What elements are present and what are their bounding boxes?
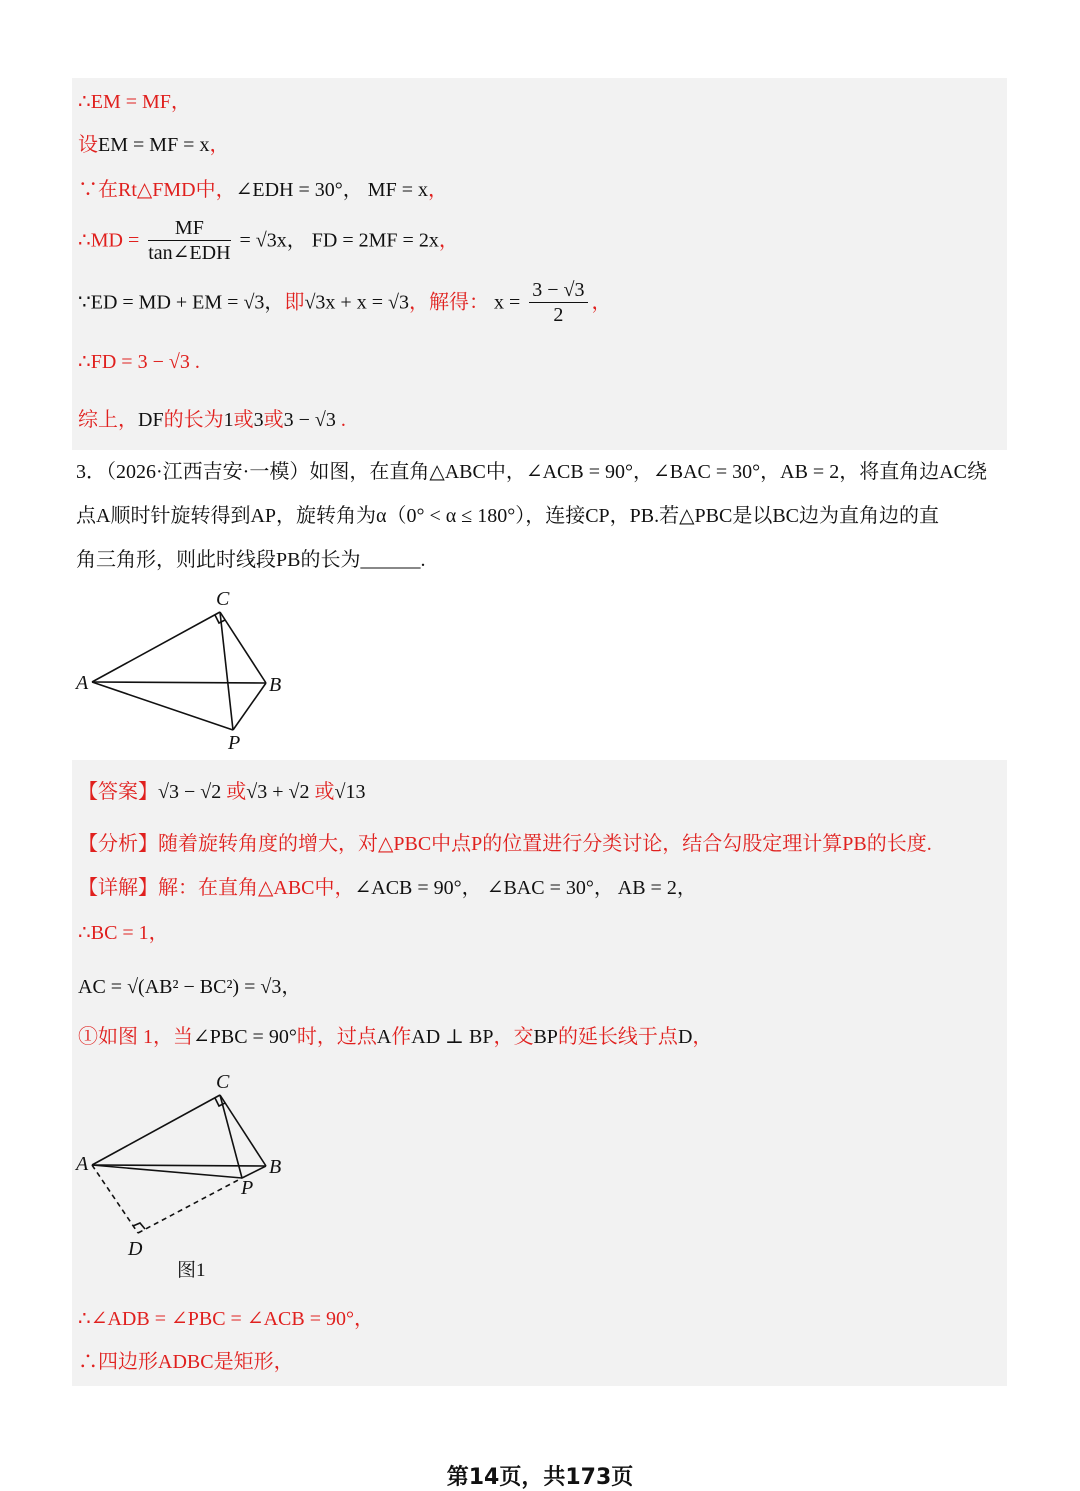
segment-ab — [92, 1165, 266, 1166]
figure-1 — [70, 1068, 310, 1288]
page-footer: 第14页，共173页 — [446, 1465, 634, 1490]
answer-line: 【答案】√3 − √2 或√3 + √2 或√13 — [78, 781, 366, 803]
fraction-x-value: $\frac{3 - √3}{2}$ — [529, 280, 587, 325]
segment-ap — [92, 682, 233, 730]
analysis-line: 【分析】随着旋转角度的增大，对△PBC中点P的位置进行分类讨论，结合勾股定理计算PB的长度. — [78, 833, 932, 855]
question-3 — [76, 450, 1006, 582]
segment-ac — [92, 1095, 220, 1165]
figure-main — [70, 585, 310, 755]
question-line-1: 3．（2026·江西吉安·一模）如图，在直角△ABC中，∠ACB = 90°，∠BAC = 30°，AB = 2，将直角边AC绕 — [76, 461, 987, 483]
label-a: A — [76, 1153, 89, 1175]
segment-ad-dashed — [92, 1165, 138, 1233]
fraction-mf-tan: $\frac{MF}{\text{tan∠EDH}}$ — [148, 217, 231, 264]
label-a: A — [76, 672, 89, 694]
label-p: P — [228, 732, 241, 754]
step-md-fraction: ∴MD = $\frac{MF}{\text{tan∠EDH}}$ = √3x， FD = 2MF = 2x， — [78, 217, 459, 264]
step-em-eq-mf: ∴EM = MF， — [78, 91, 191, 113]
label-d: D — [128, 1238, 143, 1260]
step-conclusion: 综上，DF的长为1或3或3 − √3 . — [78, 409, 346, 431]
step-let-x: 设EM = MF = x， — [78, 134, 230, 156]
label-b: B — [269, 1156, 282, 1178]
step-solve-x: ∵ED = MD + EM = √3，即√3x + x = √3，解得： x = $\frac{3 - √3}{2}$ ， — [78, 279, 612, 326]
question-line-2: 点A顺时针旋转得到AP，旋转角为α（0° < α ≤ 180°），连接CP，PB.若△PBC是以BC边为直角边的直 — [76, 505, 940, 527]
label-c: C — [216, 1071, 230, 1093]
question-line-3: 角三角形，则此时线段PB的长为______. — [76, 549, 426, 571]
segment-ap — [92, 1165, 242, 1178]
detail-line: 【详解】解：在直角△ABC中，∠ACB = 90°， ∠BAC = 30°， AB = 2， — [78, 877, 697, 899]
label-p: P — [241, 1177, 254, 1199]
segment-ab — [92, 682, 266, 683]
step-bc: ∴BC = 1， — [78, 922, 169, 944]
case-1-line: ①如图 1，当∠PBC = 90°时，过点A作AD ⊥ BP，交BP的延长线于点D， — [78, 1026, 713, 1048]
step-ac: AC = √(AB² − BC²) = √3， — [78, 976, 302, 998]
step-fd-value: ∴FD = 3 − √3 . — [78, 351, 200, 373]
segment-ac — [92, 612, 220, 682]
segment-pb — [233, 683, 266, 730]
step-rt-triangle: ∵在Rt△FMD中，∠EDH = 30°， MF = x， — [78, 179, 448, 201]
segment-dp-dashed — [138, 1178, 242, 1233]
label-c: C — [216, 588, 230, 610]
step-rectangle: ∴四边形ADBC是矩形， — [78, 1351, 294, 1373]
label-b: B — [269, 674, 282, 696]
step-angles-90: ∴∠ADB = ∠PBC = ∠ACB = 90°， — [78, 1308, 374, 1330]
segment-cb — [220, 1095, 266, 1166]
figure-1-caption: 图1 — [177, 1260, 206, 1281]
